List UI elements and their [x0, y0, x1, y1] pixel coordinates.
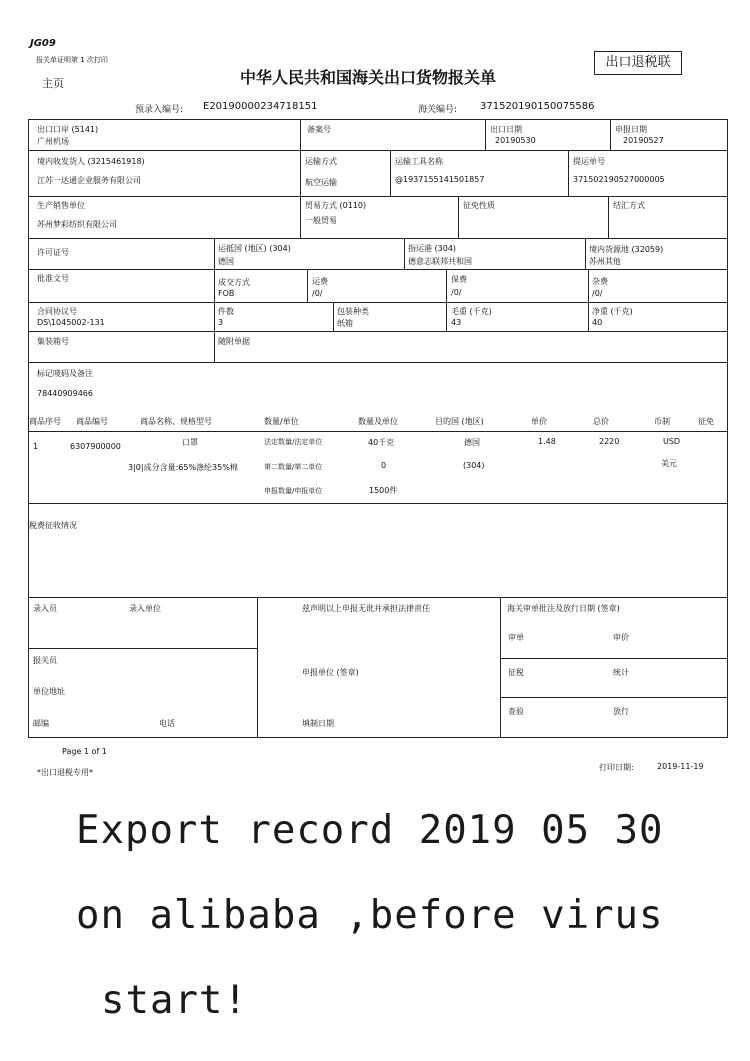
goods-header-qty: 数量及单位 [358, 417, 398, 426]
customs-no-label: 海关编号: [418, 105, 458, 115]
pieces-value: 3 [218, 318, 224, 327]
qty-legal-label: 法定数量/法定单位 [264, 438, 323, 446]
fill-date-label: 填制日期 [302, 719, 334, 728]
transport-mode-label: 运输方式 [305, 157, 337, 166]
deal-value: FOB [218, 289, 235, 298]
transport-tool-label: 运输工具名称 [395, 157, 443, 166]
attached-docs-label: 随附单据 [218, 337, 250, 346]
goods-spec: 3|0|成分含量:65%涤纶35%棉 [128, 463, 238, 472]
main-page-label: 主页 [42, 77, 64, 90]
goods-header-seq: 商品序号 [29, 417, 61, 426]
marks-value: 78440909466 [37, 389, 93, 398]
entry-unit-label: 录入单位 [129, 604, 161, 613]
qty-declared-label: 申报数量/申报单位 [264, 487, 323, 495]
exit-port-label: 出口口岸 (5141) [37, 125, 99, 134]
goods-header-name: 商品名称、规格型号 [140, 417, 212, 426]
goods-currency-name: 美元 [661, 459, 677, 468]
goods-unit-price: 1.48 [538, 437, 556, 446]
declare-date-value: 20190527 [623, 136, 664, 145]
goods-header-exemption: 征免 [698, 417, 714, 426]
page-number: Page 1 of 1 [62, 747, 107, 756]
dest-country-label: 运抵国 (地区) (304) [218, 244, 291, 253]
export-date-value: 20190530 [495, 136, 536, 145]
tax-collection-label: 税费征收情况 [29, 521, 77, 530]
pack-label: 包装种类 [337, 307, 369, 316]
inspect-label: 查验 [508, 707, 524, 716]
declare-date-label: 申报日期 [615, 125, 647, 134]
qty-declared-value: 1500件 [369, 486, 398, 495]
caption-line-3: start! [101, 978, 248, 1023]
deal-label: 成交方式 [218, 278, 250, 287]
customs-no-value: 371520190150075586 [480, 101, 595, 112]
producer-label: 生产销售单位 [37, 201, 85, 210]
license-label: 许可证号 [37, 248, 69, 257]
form-code: JG09 [30, 38, 56, 49]
goods-header-currency: 币制 [654, 417, 670, 426]
bill-no-label: 提运单号 [573, 157, 605, 166]
goods-seq: 1 [33, 442, 39, 451]
print-date-value: 2019-11-19 [657, 762, 704, 771]
goods-header-qty-unit: 数量/单位 [264, 417, 299, 426]
statistics-label: 统计 [613, 668, 629, 677]
declare-unit-label: 申报单位 (签章) [302, 668, 359, 677]
caption-line-2: on alibaba ,before virus [76, 893, 664, 938]
approval-label: 批准文号 [37, 274, 69, 283]
transport-mode-value: 航空运输 [305, 178, 337, 187]
print-date-label: 打印日期: [599, 763, 634, 772]
goods-header-unit-price: 单价 [531, 417, 547, 426]
pre-entry-label: 预录入编号: [135, 105, 184, 115]
tax-levy-label: 征税 [508, 668, 524, 677]
pre-entry-value: E20190000234718151 [203, 101, 318, 112]
unit-address-label: 单位地址 [33, 687, 65, 696]
qty-second-label: 第二数量/第二单位 [264, 463, 323, 471]
review-label: 审单 [508, 633, 524, 642]
contract-value: DS\1045002-131 [37, 318, 105, 327]
trade-mode-value: 一般贸易 [305, 216, 337, 225]
declarant-label: 报关员 [33, 656, 57, 665]
pack-value: 纸箱 [337, 319, 353, 328]
consignee-value: 江苏一达通企业服务有限公司 [37, 176, 141, 185]
transport-tool-value: @1937155141501857 [395, 175, 485, 184]
trade-mode-label: 贸易方式 (0110) [305, 201, 367, 210]
goods-code: 6307900000 [70, 442, 121, 451]
export-date-label: 出口日期 [490, 125, 522, 134]
source-value: 苏州其他 [589, 257, 621, 266]
gross-weight-label: 毛重 (千克) [451, 307, 492, 316]
goods-total-price: 2220 [599, 437, 620, 446]
gross-weight-value: 43 [451, 318, 462, 327]
container-label: 集装箱号 [37, 337, 69, 346]
goods-name: 口罩 [182, 438, 198, 447]
insurance-label: 保费 [451, 275, 467, 284]
price-check-label: 审价 [613, 633, 629, 642]
goods-currency: USD [663, 437, 681, 446]
port-label: 指运港 (304) [408, 244, 457, 253]
declaration-statement: 兹声明以上申报无讹并承担法律责任 [302, 604, 430, 613]
customs-approval-label: 海关审单批注及放行日期 (签章) [507, 604, 620, 613]
caption-line-1: Export record 2019 05 30 [76, 808, 664, 853]
entry-person-label: 录入员 [33, 604, 57, 613]
pieces-label: 件数 [218, 307, 234, 316]
tax-refund-note: *出口退税专用* [37, 768, 93, 777]
levy-label: 征免性质 [463, 201, 495, 210]
producer-value: 苏州梦彩纺织有限公司 [37, 220, 117, 229]
insurance-value: /0/ [451, 288, 462, 297]
goods-header-country: 目的国 (地区) [435, 417, 484, 426]
source-label: 境内货源地 (32059) [589, 245, 664, 254]
goods-header-code: 商品编号 [76, 417, 108, 426]
export-tax-refund-stamp: 出口退税联 [594, 51, 682, 75]
qty-legal-value: 40千克 [368, 438, 395, 447]
postcode-label: 邮编 [33, 719, 49, 728]
port-value: 德意志联邦共和国 [408, 257, 472, 266]
goods-country-code: (304) [463, 461, 485, 470]
qty-second-value: 0 [381, 461, 387, 470]
dest-country-value: 德国 [218, 257, 234, 266]
freight-label: 运费 [312, 277, 328, 286]
page-title: 中华人民共和国海关出口货物报关单 [240, 68, 497, 87]
consignee-label: 境内收发货人 (3215461918) [37, 157, 145, 166]
misc-label: 杂费 [592, 277, 608, 286]
contract-label: 合同协议号 [37, 307, 77, 316]
goods-header-total: 总价 [593, 417, 609, 426]
misc-value: /0/ [592, 289, 603, 298]
bill-no-value: 371502190527000005 [573, 175, 665, 184]
release-label: 放行 [613, 707, 629, 716]
freight-value: /0/ [312, 289, 323, 298]
net-weight-value: 40 [592, 318, 603, 327]
settle-label: 结汇方式 [613, 201, 645, 210]
exit-port-value: 广州机场 [37, 137, 69, 146]
goods-country: 德国 [464, 438, 480, 447]
record-no-label: 备案号 [307, 125, 331, 134]
cert-print-count: 报关单证明第 1 次打印 [36, 56, 108, 64]
net-weight-label: 净重 (千克) [592, 307, 633, 316]
marks-label: 标记唛码及备注 [37, 369, 93, 378]
phone-label: 电话 [159, 719, 175, 728]
